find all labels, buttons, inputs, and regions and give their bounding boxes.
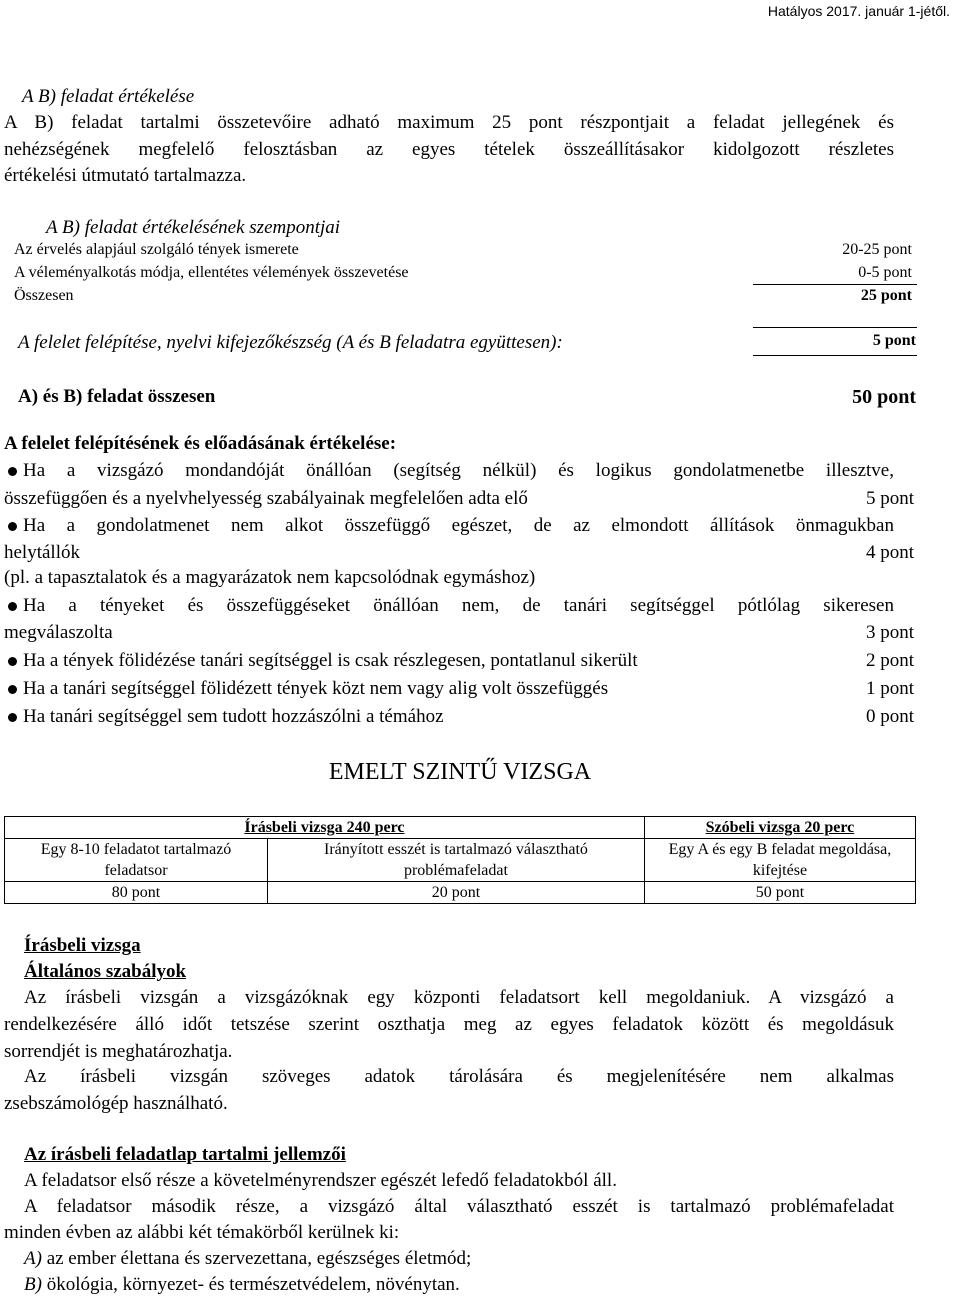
- topic-a-text: az ember élettana és szervezettana, egészséges életmód;: [41, 1248, 472, 1269]
- bullet-icon: [8, 685, 17, 694]
- total-label: A) és B) feladat összesen: [18, 386, 216, 407]
- table-cell: 20 pont: [268, 882, 645, 904]
- oral-header: Szóbeli vizsga 20 perc: [705, 819, 855, 836]
- presentation-item-line-2: összefüggően és a nyelvhelyesség szabályainak megfelelően adta elő: [4, 488, 528, 509]
- presentation-item-line-1: Ha a tényeket és összefüggéseket önállóan nem, de tanári segítséggel pótlólag sikeresen: [23, 595, 894, 616]
- content-line-2: A feladatsor második része, a vizsgázó által választható esszét is tartalmazó problémafeladat: [24, 1196, 894, 1217]
- bullet-icon: [8, 467, 17, 476]
- topic-b: [24, 1274, 460, 1296]
- structure-label: A felelet felépítése, nyelvi kifejezőkészség (A és B feladatra együttesen):: [18, 332, 563, 353]
- table-cell: [5, 839, 268, 882]
- section-b-para-line-3: értékelési útmutató tartalmazza.: [4, 165, 247, 186]
- presentation-item-line-2: helytállók: [4, 542, 80, 563]
- presentation-item-line-1: Ha tanári segítséggel sem tudott hozzászólni a témához: [23, 706, 444, 727]
- bullet-icon: [8, 657, 17, 666]
- written-header-cell: [5, 817, 645, 839]
- cell-line: Egy 8-10 feladatot tartalmazó: [40, 841, 232, 858]
- bullet-icon: [8, 713, 17, 722]
- topic-b-marker: B): [24, 1274, 42, 1295]
- cell-line: problémafeladat: [403, 862, 508, 879]
- presentation-item-line-1: Ha a tanári segítséggel fölidézett tények közt nem vagy alig volt összefüggés: [23, 678, 609, 699]
- table-row: [5, 839, 916, 882]
- presentation-item-line-1: Ha a vizsgázó mondandóját önállóan (segítség nélkül) és logikus gondolatmenetbe illesztve,: [23, 460, 894, 481]
- presentation-title: A felelet felépítésének és előadásának értékelése:: [4, 433, 397, 454]
- total-points: 50 pont: [852, 386, 916, 408]
- written-subtitle: Általános szabályok: [24, 961, 187, 982]
- cell-line: Irányított esszét is tartalmazó választható: [323, 841, 588, 858]
- presentation-item-line-1: Ha a gondolatmenet nem alkot összefüggő egészet, de az elmondott állítások önmagukban: [23, 515, 894, 536]
- written-para2-line-1: Az írásbeli vizsgán szöveges adatok tárolására és megjelenítésére nem alkalmas: [24, 1066, 894, 1087]
- cell-line: feladatsor: [104, 862, 168, 879]
- criteria-row-points: 20-25 pont: [842, 241, 912, 258]
- written-para2-line-2: zsebszámológép használható.: [4, 1093, 228, 1114]
- table-row: [5, 817, 916, 839]
- content-title: Az írásbeli feladatlap tartalmi jellemzői: [24, 1144, 346, 1165]
- content-line-1: A feladatsor első része a követelményrendszer egészét lefedő feladatokból áll.: [24, 1170, 617, 1191]
- table-row: [5, 882, 916, 904]
- section-b-para-line-2: nehézségének megfelelő felosztásban az egyes tételek összeállításakor kidolgozott részletes: [4, 139, 894, 160]
- subtotal-rule: [753, 284, 917, 285]
- presentation-item-points: 3 pont: [865, 622, 914, 643]
- structure-points: 5 pont: [872, 332, 916, 349]
- criteria-title: A B) feladat értékelésének szempontjai: [46, 217, 341, 238]
- written-title: Írásbeli vizsga: [24, 935, 141, 956]
- cell-line: Egy A és egy B feladat megoldása,: [668, 841, 892, 858]
- presentation-item-points: 0 pont: [865, 706, 914, 727]
- topic-a-marker: A): [24, 1248, 42, 1269]
- table-cell: 50 pont: [644, 882, 915, 904]
- presentation-item-line-1: Ha a tények fölidézése tanári segítséggel is csak részlegesen, pontatlanul sikerült: [23, 650, 638, 671]
- topic-a: [24, 1248, 471, 1270]
- cell-line: kifejtése: [752, 862, 808, 879]
- criteria-row-points: 0-5 pont: [858, 264, 912, 281]
- exam-structure-table: [4, 816, 916, 904]
- written-header: Írásbeli vizsga 240 perc: [244, 819, 405, 836]
- table-cell: [268, 839, 645, 882]
- validity-header: Hatályos 2017. január 1-jétől.: [767, 3, 950, 19]
- section-b-para-line-1: A B) feladat tartalmi összetevőire adható maximum 25 pont részpontjait a feladat jellegének és: [4, 112, 894, 133]
- table-cell: 80 pont: [5, 882, 268, 904]
- oral-header-cell: [644, 817, 915, 839]
- bullet-icon: [8, 522, 17, 531]
- content-line-3: minden évben az alábbi két témakörből kerülnek ki:: [4, 1222, 400, 1243]
- written-para-line-2: rendelkezésére álló időt tetszése szerint oszthatja meg az egyes feladatok között és megoldásuk: [4, 1014, 894, 1035]
- presentation-item-points: 4 pont: [865, 542, 914, 563]
- criteria-total-label: Összesen: [14, 287, 74, 304]
- table-cell: [644, 839, 915, 882]
- written-para-line-3: sorrendjét is meghatározhatja.: [4, 1041, 233, 1062]
- criteria-total-points: 25 pont: [860, 287, 912, 304]
- presentation-item-line-2: megválaszolta: [4, 622, 113, 643]
- section-b-title: A B) feladat értékelése: [22, 86, 195, 107]
- written-para-line-1: Az írásbeli vizsgán a vizsgázóknak egy központi feladatsort kell megoldaniuk. A vizsgázó a: [24, 987, 894, 1008]
- topic-b-text: ökológia, környezet- és természetvédelem, növénytan.: [41, 1274, 460, 1295]
- criteria-row-label: Az érvelés alapjául szolgáló tények ismerete: [14, 241, 299, 258]
- bullet-icon: [8, 602, 17, 611]
- presentation-item-points: 5 pont: [865, 488, 914, 509]
- advanced-title: EMELT SZINTŰ VIZSGA: [328, 759, 592, 785]
- presentation-item-points: 1 pont: [865, 678, 914, 699]
- structure-rule-top: [753, 327, 917, 328]
- criteria-row-label: A véleményalkotás módja, ellentétes vélemények összevetése: [14, 264, 409, 281]
- presentation-item-points: 2 pont: [865, 650, 914, 671]
- presentation-item-note: (pl. a tapasztalatok és a magyarázatok nem kapcsolódnak egymáshoz): [4, 567, 536, 588]
- structure-rule-bottom: [753, 355, 917, 356]
